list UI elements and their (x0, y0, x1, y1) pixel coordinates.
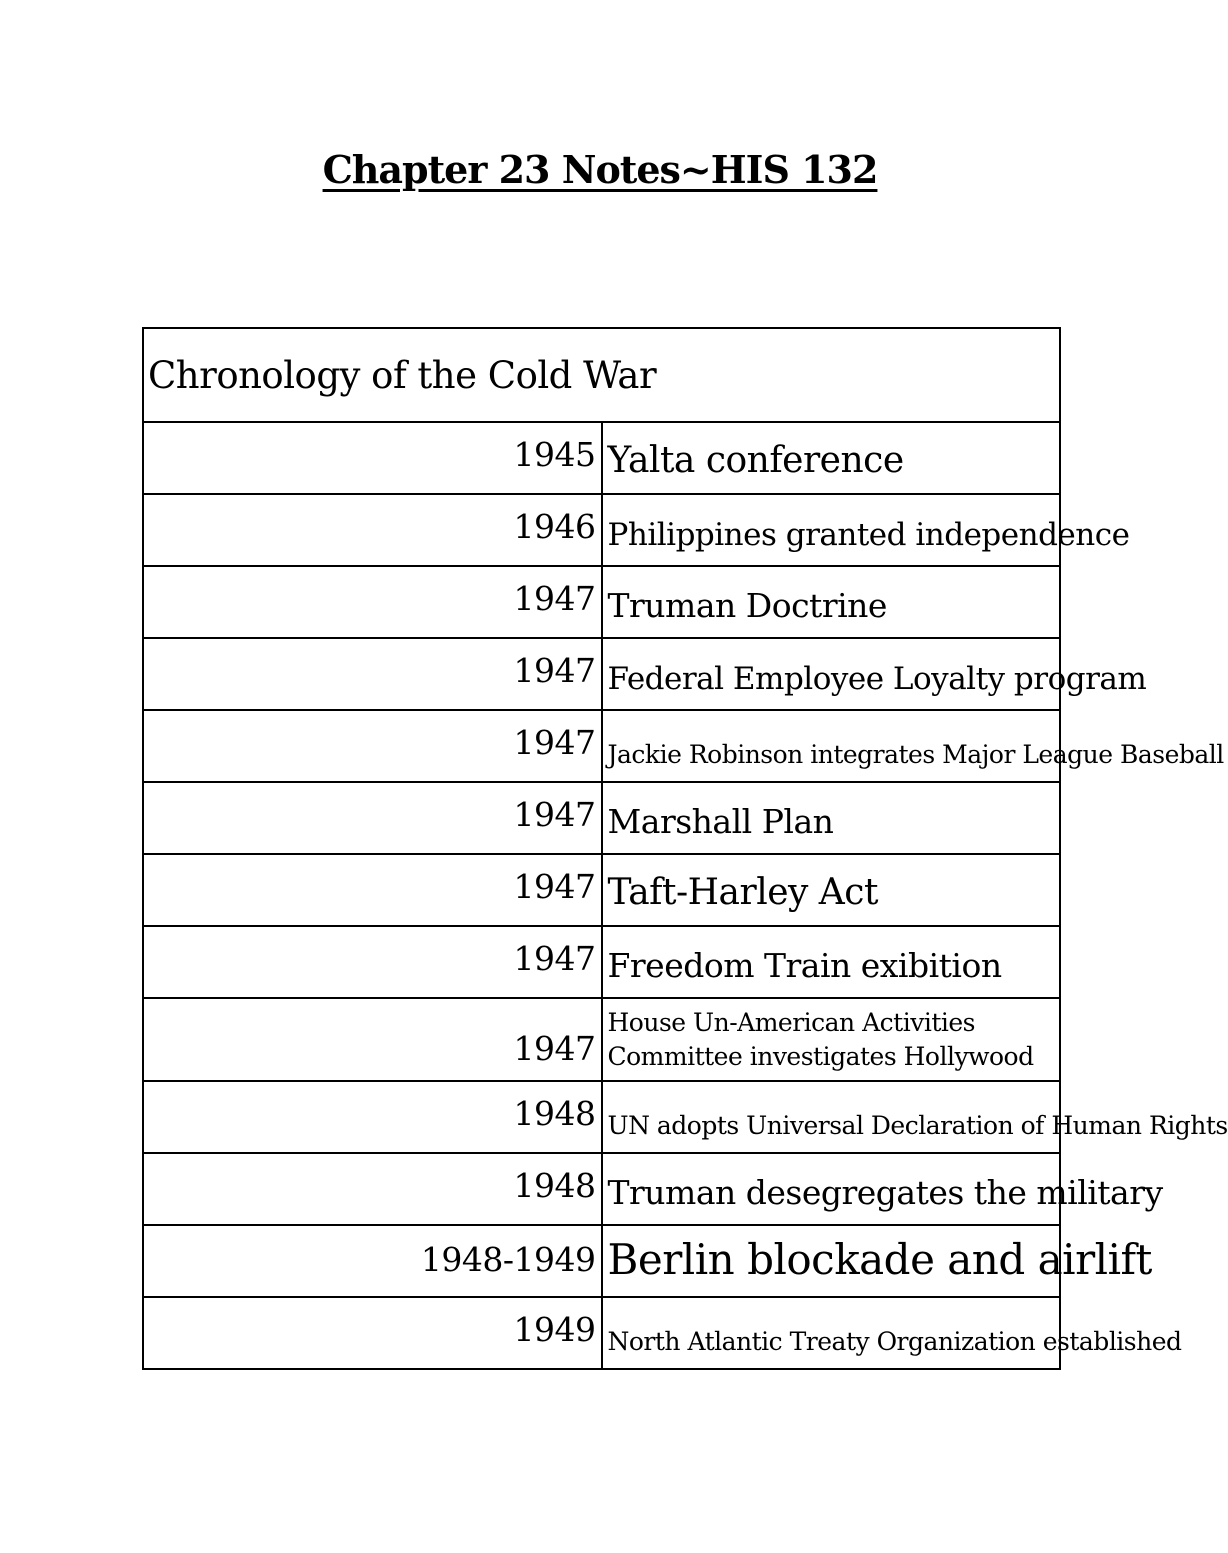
event-cell: UN adopts Universal Declaration of Human Rights (602, 1081, 1061, 1153)
event-cell: Jackie Robinson integrates Major League Baseball (602, 710, 1061, 782)
event-cell: Truman Doctrine (602, 566, 1061, 638)
year-cell: 1947 (143, 638, 602, 710)
event-cell: Yalta conference (602, 422, 1061, 494)
year-cell: 1946 (143, 494, 602, 566)
year-cell: 1947 (143, 998, 602, 1081)
table-row (143, 926, 1060, 998)
year-cell: 1947 (143, 566, 602, 638)
year-cell: 1947 (143, 782, 602, 854)
year-cell: 1947 (143, 710, 602, 782)
table-row (143, 494, 1060, 566)
year-cell: 1949 (143, 1297, 602, 1369)
event-cell: Truman desegregates the military (602, 1153, 1061, 1225)
table-row (143, 1297, 1060, 1369)
event-cell: North Atlantic Treaty Organization established (602, 1297, 1061, 1369)
table-row (143, 422, 1060, 494)
table-row (143, 638, 1060, 710)
table-caption-row (143, 328, 1060, 422)
year-cell: 1948 (143, 1153, 602, 1225)
year-cell: 1948-1949 (143, 1225, 602, 1297)
event-cell: Marshall Plan (602, 782, 1061, 854)
event-cell: Berlin blockade and airlift (602, 1225, 1061, 1297)
event-cell: Taft-Harley Act (602, 854, 1061, 926)
year-cell: 1945 (143, 422, 602, 494)
table-row (143, 1153, 1060, 1225)
table-row (143, 1225, 1060, 1297)
year-cell: 1947 (143, 926, 602, 998)
table-caption: Chronology of the Cold War (143, 328, 1060, 422)
table-row (143, 998, 1060, 1081)
table-row (143, 566, 1060, 638)
table-row (143, 854, 1060, 926)
table-row (143, 782, 1060, 854)
year-cell: 1948 (143, 1081, 602, 1153)
event-cell: Freedom Train exibition (602, 926, 1061, 998)
event-cell: Federal Employee Loyalty program (602, 638, 1061, 710)
event-cell: House Un-American Activities Committee investigates Hollywood (602, 998, 1061, 1081)
chronology-table (142, 327, 1228, 1370)
page-title: Chapter 23 Notes~HIS 132 (322, 147, 878, 192)
table-row (143, 1081, 1060, 1153)
event-cell: Philippines granted independence (602, 494, 1061, 566)
table-row (143, 710, 1060, 782)
year-cell: 1947 (143, 854, 602, 926)
